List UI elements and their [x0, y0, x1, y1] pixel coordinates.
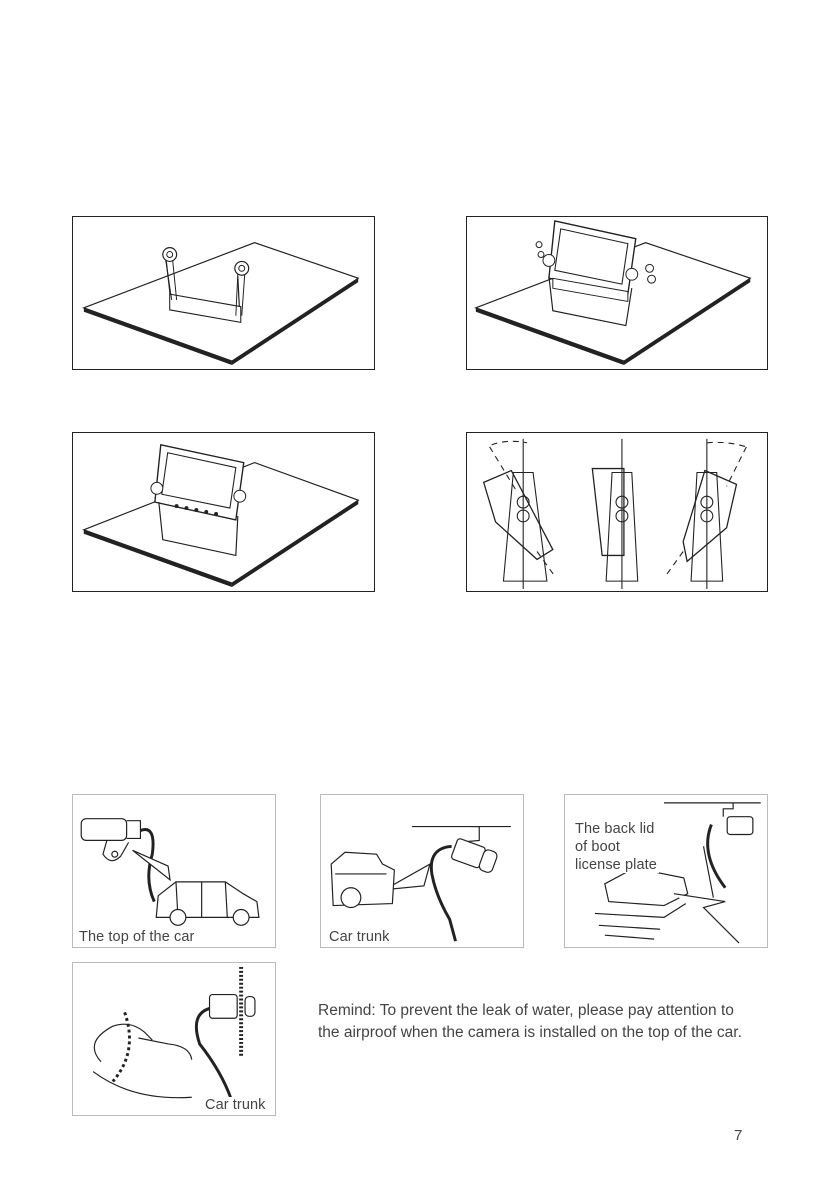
caption-back-lid-line3: license plate — [575, 857, 657, 873]
remind-note: Remind: To prevent the leak of water, please pay attention to the airproof when the camera is installed on the top of the car. — [318, 1002, 742, 1041]
caption-top-of-car: The top of the car — [79, 929, 195, 945]
figure-camera-cable-trunk — [72, 962, 276, 1116]
monitor-mounted-illustration — [73, 433, 374, 591]
camera-car-trunk-illustration — [321, 795, 523, 947]
figure-camera-car-trunk — [320, 794, 524, 948]
camera-cable-trunk-illustration — [73, 963, 275, 1115]
monitor-screws-illustration — [467, 217, 767, 369]
caption-back-lid-line2: of boot — [575, 839, 621, 855]
figure-camera-top-of-car — [72, 794, 276, 948]
page-number: 7 — [734, 1127, 743, 1144]
figure-monitor-with-screws — [466, 216, 768, 370]
figure-monitor-mounted — [72, 432, 375, 592]
bracket-illustration — [73, 217, 374, 369]
camera-top-car-illustration — [73, 795, 275, 947]
figure-angle-adjustment — [466, 432, 768, 592]
angle-adjustment-illustration — [467, 433, 767, 591]
caption-car-trunk: Car trunk — [329, 929, 390, 945]
figure-camera-back-lid — [564, 794, 768, 948]
caption-cable-trunk: Car trunk — [205, 1097, 266, 1113]
caption-back-lid-line1: The back lid — [575, 821, 655, 837]
figure-bracket-on-surface — [72, 216, 375, 370]
